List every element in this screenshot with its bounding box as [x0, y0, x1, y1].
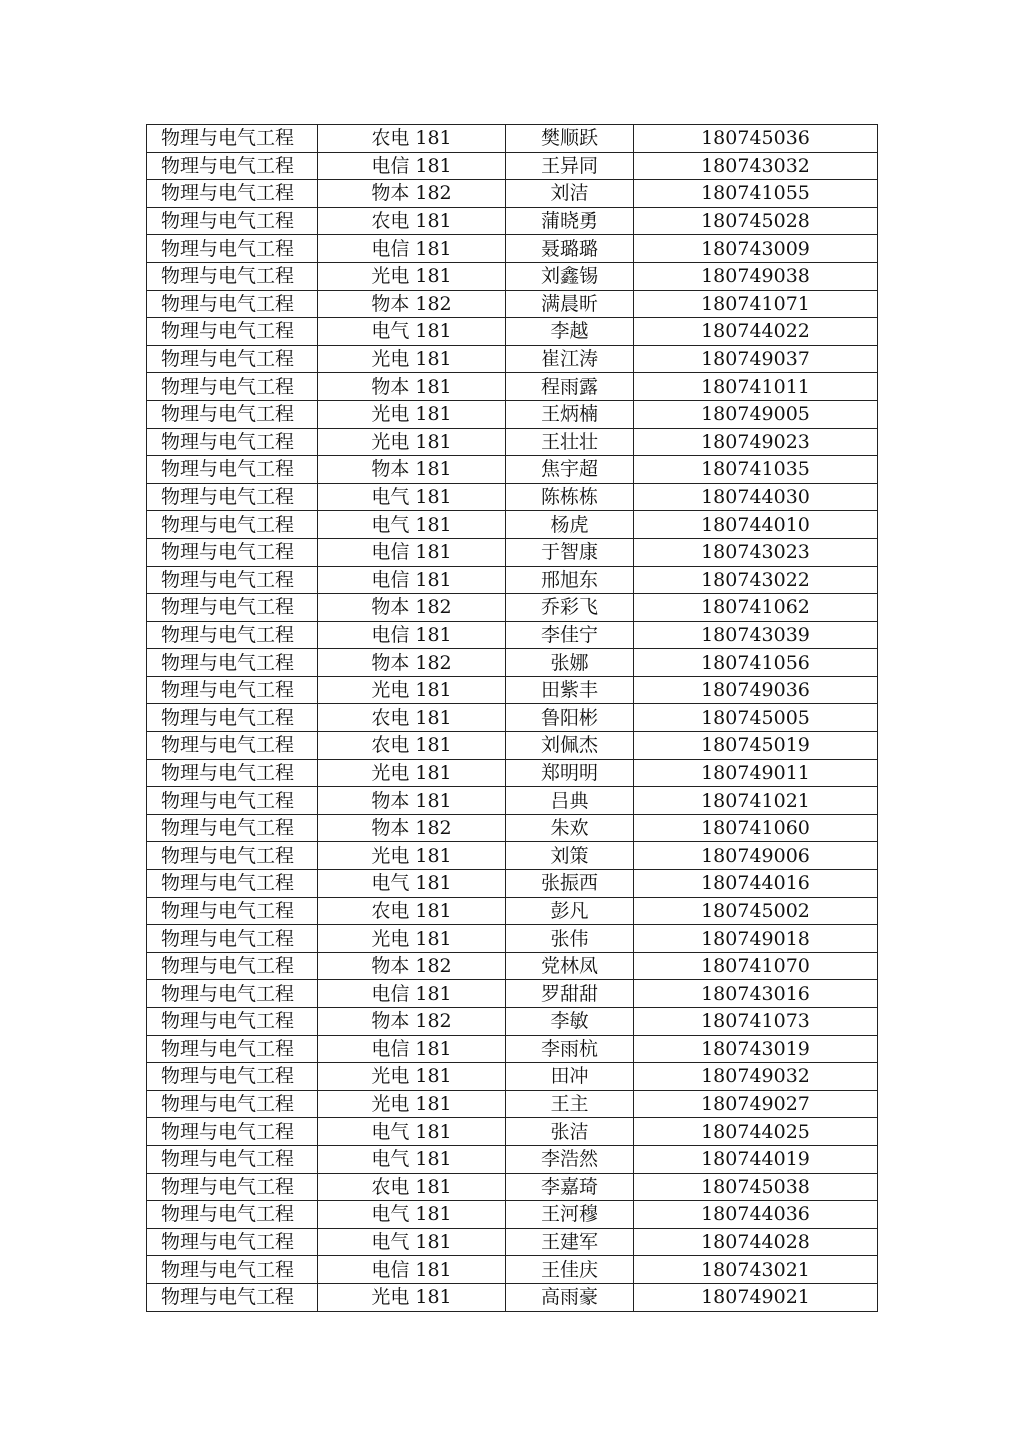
college-cell: 物理与电气工程	[147, 207, 318, 235]
class-cell: 农电 181	[318, 1173, 506, 1201]
student-id-cell: 180745028	[634, 207, 878, 235]
table-row	[147, 1201, 878, 1229]
student-id-cell: 180749027	[634, 1090, 878, 1118]
student-name-cell: 朱欢	[506, 814, 634, 842]
class-cell: 物本 182	[318, 814, 506, 842]
class-cell: 电信 181	[318, 566, 506, 594]
class-cell: 电信 181	[318, 1035, 506, 1063]
student-name-cell: 王建军	[506, 1228, 634, 1256]
student-id-cell: 180749021	[634, 1283, 878, 1311]
college-cell: 物理与电气工程	[147, 732, 318, 760]
college-cell: 物理与电气工程	[147, 676, 318, 704]
student-id-cell: 180743019	[634, 1035, 878, 1063]
college-cell: 物理与电气工程	[147, 1173, 318, 1201]
student-name-cell: 王主	[506, 1090, 634, 1118]
table-row	[147, 235, 878, 263]
college-cell: 物理与电气工程	[147, 759, 318, 787]
student-name-cell: 党林凤	[506, 952, 634, 980]
class-cell: 电信 181	[318, 980, 506, 1008]
college-cell: 物理与电气工程	[147, 1201, 318, 1229]
college-cell: 物理与电气工程	[147, 787, 318, 815]
table-row	[147, 207, 878, 235]
table-row	[147, 732, 878, 760]
college-cell: 物理与电气工程	[147, 814, 318, 842]
student-name-cell: 陈栋栋	[506, 483, 634, 511]
college-cell: 物理与电气工程	[147, 1118, 318, 1146]
class-cell: 电气 181	[318, 483, 506, 511]
class-cell: 电信 181	[318, 1256, 506, 1284]
student-name-cell: 程雨露	[506, 373, 634, 401]
student-id-cell: 180745002	[634, 897, 878, 925]
college-cell: 物理与电气工程	[147, 1035, 318, 1063]
class-cell: 电气 181	[318, 511, 506, 539]
class-cell: 农电 181	[318, 897, 506, 925]
student-id-cell: 180749005	[634, 400, 878, 428]
table-row	[147, 1173, 878, 1201]
class-cell: 电信 181	[318, 621, 506, 649]
student-name-cell: 王异同	[506, 152, 634, 180]
class-cell: 农电 181	[318, 704, 506, 732]
college-cell: 物理与电气工程	[147, 152, 318, 180]
student-id-cell: 180744019	[634, 1145, 878, 1173]
college-cell: 物理与电气工程	[147, 1008, 318, 1036]
student-name-cell: 张洁	[506, 1118, 634, 1146]
table-row	[147, 842, 878, 870]
table-row	[147, 1256, 878, 1284]
student-id-cell: 180749036	[634, 676, 878, 704]
class-cell: 物本 182	[318, 180, 506, 208]
student-id-cell: 180741011	[634, 373, 878, 401]
class-cell: 光电 181	[318, 842, 506, 870]
class-cell: 物本 181	[318, 787, 506, 815]
college-cell: 物理与电气工程	[147, 594, 318, 622]
class-cell: 光电 181	[318, 925, 506, 953]
roster-table-body	[147, 125, 878, 1312]
table-row	[147, 787, 878, 815]
college-cell: 物理与电气工程	[147, 842, 318, 870]
table-row	[147, 870, 878, 898]
student-name-cell: 郑明明	[506, 759, 634, 787]
college-cell: 物理与电气工程	[147, 235, 318, 263]
student-id-cell: 180741055	[634, 180, 878, 208]
class-cell: 农电 181	[318, 125, 506, 153]
student-name-cell: 刘策	[506, 842, 634, 870]
student-id-cell: 180749032	[634, 1063, 878, 1091]
college-cell: 物理与电气工程	[147, 538, 318, 566]
table-row	[147, 980, 878, 1008]
student-id-cell: 180745005	[634, 704, 878, 732]
class-cell: 光电 181	[318, 428, 506, 456]
table-row	[147, 400, 878, 428]
class-cell: 物本 181	[318, 456, 506, 484]
student-id-cell: 180741035	[634, 456, 878, 484]
table-row	[147, 290, 878, 318]
student-name-cell: 刘鑫锡	[506, 262, 634, 290]
student-id-cell: 180743016	[634, 980, 878, 1008]
student-name-cell: 田紫丰	[506, 676, 634, 704]
college-cell: 物理与电气工程	[147, 1228, 318, 1256]
table-row	[147, 152, 878, 180]
college-cell: 物理与电气工程	[147, 897, 318, 925]
student-id-cell: 180744030	[634, 483, 878, 511]
table-row	[147, 511, 878, 539]
student-id-cell: 180741071	[634, 290, 878, 318]
table-row	[147, 1035, 878, 1063]
college-cell: 物理与电气工程	[147, 1090, 318, 1118]
college-cell: 物理与电气工程	[147, 345, 318, 373]
class-cell: 电信 181	[318, 538, 506, 566]
class-cell: 电气 181	[318, 1201, 506, 1229]
table-row	[147, 649, 878, 677]
college-cell: 物理与电气工程	[147, 1283, 318, 1311]
student-id-cell: 180744016	[634, 870, 878, 898]
college-cell: 物理与电气工程	[147, 621, 318, 649]
college-cell: 物理与电气工程	[147, 952, 318, 980]
student-id-cell: 180741060	[634, 814, 878, 842]
student-name-cell: 刘洁	[506, 180, 634, 208]
student-name-cell: 王炳楠	[506, 400, 634, 428]
table-row	[147, 1145, 878, 1173]
class-cell: 物本 182	[318, 952, 506, 980]
student-name-cell: 李佳宁	[506, 621, 634, 649]
student-name-cell: 张娜	[506, 649, 634, 677]
student-id-cell: 180749011	[634, 759, 878, 787]
class-cell: 光电 181	[318, 1063, 506, 1091]
table-row	[147, 1090, 878, 1118]
student-name-cell: 刘佩杰	[506, 732, 634, 760]
college-cell: 物理与电气工程	[147, 704, 318, 732]
table-row	[147, 1228, 878, 1256]
class-cell: 电气 181	[318, 318, 506, 346]
table-row	[147, 1063, 878, 1091]
student-name-cell: 彭凡	[506, 897, 634, 925]
table-row	[147, 1118, 878, 1146]
table-row	[147, 373, 878, 401]
table-row	[147, 428, 878, 456]
table-row	[147, 1008, 878, 1036]
student-name-cell: 田冲	[506, 1063, 634, 1091]
class-cell: 光电 181	[318, 759, 506, 787]
college-cell: 物理与电气工程	[147, 870, 318, 898]
student-id-cell: 180745036	[634, 125, 878, 153]
table-row	[147, 594, 878, 622]
table-row	[147, 1283, 878, 1311]
class-cell: 物本 182	[318, 594, 506, 622]
class-cell: 农电 181	[318, 732, 506, 760]
class-cell: 光电 181	[318, 262, 506, 290]
class-cell: 电气 181	[318, 1145, 506, 1173]
student-name-cell: 杨虎	[506, 511, 634, 539]
student-id-cell: 180743021	[634, 1256, 878, 1284]
student-name-cell: 王河穆	[506, 1201, 634, 1229]
table-row	[147, 483, 878, 511]
student-name-cell: 张伟	[506, 925, 634, 953]
college-cell: 物理与电气工程	[147, 925, 318, 953]
student-name-cell: 王壮壮	[506, 428, 634, 456]
class-cell: 光电 181	[318, 676, 506, 704]
student-name-cell: 李雨杭	[506, 1035, 634, 1063]
table-row	[147, 125, 878, 153]
student-id-cell: 180741073	[634, 1008, 878, 1036]
table-row	[147, 925, 878, 953]
student-id-cell: 180744028	[634, 1228, 878, 1256]
college-cell: 物理与电气工程	[147, 483, 318, 511]
student-name-cell: 蒲晓勇	[506, 207, 634, 235]
student-name-cell: 王佳庆	[506, 1256, 634, 1284]
student-id-cell: 180744025	[634, 1118, 878, 1146]
student-name-cell: 张振西	[506, 870, 634, 898]
student-name-cell: 鲁阳彬	[506, 704, 634, 732]
student-name-cell: 聂璐璐	[506, 235, 634, 263]
class-cell: 光电 181	[318, 1090, 506, 1118]
table-row	[147, 262, 878, 290]
student-id-cell: 180745038	[634, 1173, 878, 1201]
student-id-cell: 180743022	[634, 566, 878, 594]
college-cell: 物理与电气工程	[147, 290, 318, 318]
student-id-cell: 180743032	[634, 152, 878, 180]
class-cell: 电信 181	[318, 152, 506, 180]
student-name-cell: 高雨豪	[506, 1283, 634, 1311]
table-row	[147, 621, 878, 649]
college-cell: 物理与电气工程	[147, 566, 318, 594]
class-cell: 农电 181	[318, 207, 506, 235]
table-row	[147, 704, 878, 732]
student-id-cell: 180741070	[634, 952, 878, 980]
college-cell: 物理与电气工程	[147, 373, 318, 401]
class-cell: 物本 182	[318, 1008, 506, 1036]
table-row	[147, 566, 878, 594]
student-id-cell: 180749037	[634, 345, 878, 373]
student-id-cell: 180749006	[634, 842, 878, 870]
college-cell: 物理与电气工程	[147, 456, 318, 484]
student-name-cell: 樊顺跃	[506, 125, 634, 153]
class-cell: 光电 181	[318, 345, 506, 373]
student-name-cell: 吕典	[506, 787, 634, 815]
student-name-cell: 崔江涛	[506, 345, 634, 373]
class-cell: 物本 182	[318, 290, 506, 318]
student-roster-table	[146, 124, 878, 1312]
student-id-cell: 180749023	[634, 428, 878, 456]
class-cell: 电信 181	[318, 235, 506, 263]
table-row	[147, 814, 878, 842]
table-row	[147, 952, 878, 980]
table-row	[147, 538, 878, 566]
college-cell: 物理与电气工程	[147, 318, 318, 346]
class-cell: 光电 181	[318, 1283, 506, 1311]
student-id-cell: 180741062	[634, 594, 878, 622]
table-row	[147, 759, 878, 787]
class-cell: 物本 181	[318, 373, 506, 401]
college-cell: 物理与电气工程	[147, 1063, 318, 1091]
student-id-cell: 180741056	[634, 649, 878, 677]
student-name-cell: 邢旭东	[506, 566, 634, 594]
college-cell: 物理与电气工程	[147, 428, 318, 456]
table-row	[147, 456, 878, 484]
student-name-cell: 于智康	[506, 538, 634, 566]
class-cell: 电气 181	[318, 1228, 506, 1256]
student-name-cell: 满晨昕	[506, 290, 634, 318]
college-cell: 物理与电气工程	[147, 980, 318, 1008]
table-row	[147, 180, 878, 208]
college-cell: 物理与电气工程	[147, 649, 318, 677]
class-cell: 物本 182	[318, 649, 506, 677]
student-id-cell: 180744036	[634, 1201, 878, 1229]
student-name-cell: 乔彩飞	[506, 594, 634, 622]
college-cell: 物理与电气工程	[147, 400, 318, 428]
table-row	[147, 318, 878, 346]
student-name-cell: 焦宇超	[506, 456, 634, 484]
student-name-cell: 李越	[506, 318, 634, 346]
student-id-cell: 180749018	[634, 925, 878, 953]
student-name-cell: 李敏	[506, 1008, 634, 1036]
table-row	[147, 345, 878, 373]
student-id-cell: 180744010	[634, 511, 878, 539]
college-cell: 物理与电气工程	[147, 125, 318, 153]
class-cell: 光电 181	[318, 400, 506, 428]
student-id-cell: 180743039	[634, 621, 878, 649]
college-cell: 物理与电气工程	[147, 180, 318, 208]
student-id-cell: 180741021	[634, 787, 878, 815]
class-cell: 电气 181	[318, 1118, 506, 1146]
college-cell: 物理与电气工程	[147, 511, 318, 539]
class-cell: 电气 181	[318, 870, 506, 898]
college-cell: 物理与电气工程	[147, 1145, 318, 1173]
student-id-cell: 180749038	[634, 262, 878, 290]
student-name-cell: 李嘉琦	[506, 1173, 634, 1201]
student-id-cell: 180745019	[634, 732, 878, 760]
student-id-cell: 180743009	[634, 235, 878, 263]
student-name-cell: 李浩然	[506, 1145, 634, 1173]
college-cell: 物理与电气工程	[147, 262, 318, 290]
student-id-cell: 180744022	[634, 318, 878, 346]
college-cell: 物理与电气工程	[147, 1256, 318, 1284]
student-name-cell: 罗甜甜	[506, 980, 634, 1008]
student-id-cell: 180743023	[634, 538, 878, 566]
table-row	[147, 676, 878, 704]
table-row	[147, 897, 878, 925]
